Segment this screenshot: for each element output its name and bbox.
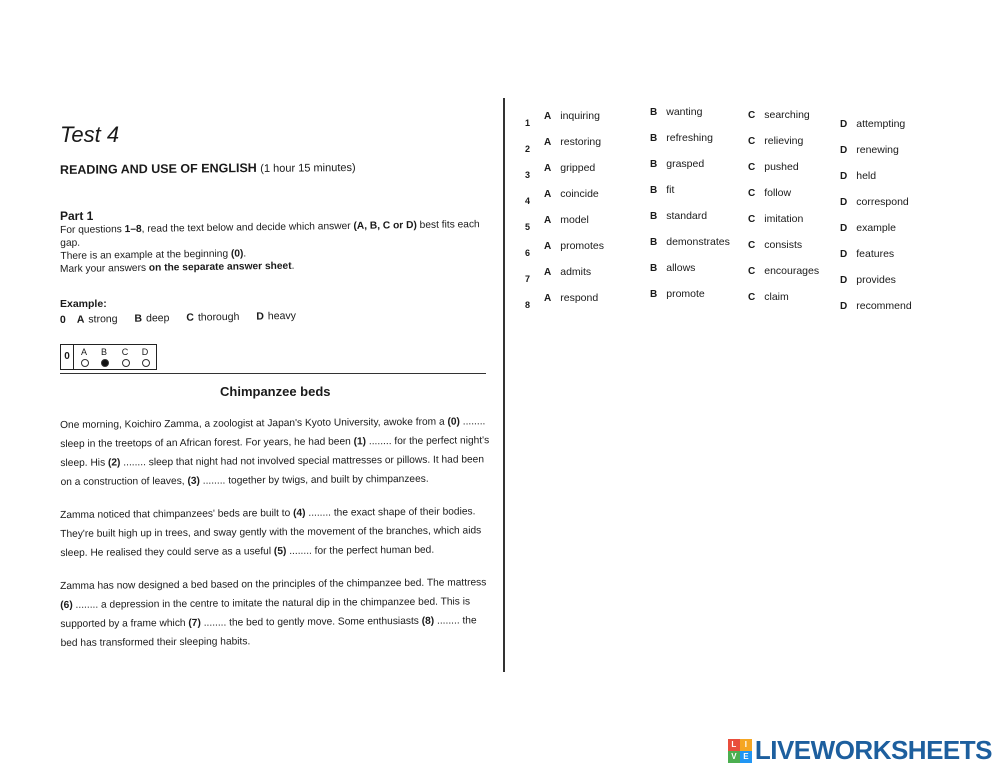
option-text: promotes <box>560 240 605 252</box>
instr-text: best fits each gap. <box>60 219 480 249</box>
option-text: correspond <box>856 196 909 208</box>
test-title: Test 4 <box>60 122 120 147</box>
instructions <box>60 218 491 263</box>
question-row <box>520 106 920 132</box>
question-number: 8 <box>525 300 531 310</box>
option-text: searching <box>764 109 810 121</box>
example-option-d: D heavy <box>256 309 297 323</box>
live-blocks-icon <box>728 739 752 763</box>
live-block-l: L <box>728 739 740 751</box>
answer-sheet-number: 0 <box>61 345 74 369</box>
option-letter: A <box>544 111 552 122</box>
option-letter: A <box>544 189 552 200</box>
option-letter: D <box>840 145 848 156</box>
option-b <box>650 262 695 274</box>
answer-sheet-letter-b: B <box>100 347 107 357</box>
gap-0: (0) <box>447 416 460 428</box>
option-letter: A <box>544 215 552 226</box>
question-row <box>520 158 920 184</box>
option-text: renewing <box>856 144 899 156</box>
option-text: imitation <box>764 213 804 225</box>
passage-title: Chimpanzee beds <box>220 384 331 399</box>
option-text: claim <box>764 291 789 303</box>
option-letter: C <box>748 136 756 147</box>
option-text: demonstrates <box>666 236 730 248</box>
option-c <box>748 109 810 121</box>
option-a <box>544 214 589 226</box>
option-a <box>544 136 601 148</box>
option-text: features <box>856 248 895 260</box>
option-letter: D <box>840 171 848 182</box>
option-text: encourages <box>764 265 820 277</box>
gap-3: (3) <box>187 475 200 487</box>
question-row <box>520 210 920 236</box>
option-letter: D <box>840 223 848 234</box>
divider-rule <box>60 373 486 374</box>
option-letter: A <box>544 267 552 278</box>
option-c <box>748 291 789 303</box>
instr-text: For questions <box>60 224 125 236</box>
instr-text: Mark your answers <box>59 262 149 275</box>
question-number: 2 <box>525 144 531 154</box>
option-text: respond <box>560 292 599 304</box>
example-label: Example: <box>60 298 107 310</box>
option-text: coincide <box>560 188 599 200</box>
option-c <box>748 187 791 199</box>
option-letter: C <box>748 240 756 251</box>
option-b <box>650 236 730 248</box>
gap-8: (8) <box>421 615 435 627</box>
option-letter: B <box>650 263 658 274</box>
option-letter: D <box>840 197 848 208</box>
answer-sheet-letter-a: A <box>80 347 87 357</box>
option-d <box>840 196 909 208</box>
instr-answer-sheet: on the separate answer sheet <box>148 260 292 274</box>
option-letter: B <box>650 107 658 118</box>
answer-sheet-letter-c: C <box>121 347 129 357</box>
question-row <box>520 132 920 158</box>
option-text: consists <box>764 239 803 251</box>
option-text: wanting <box>666 106 703 118</box>
question-row <box>520 236 920 262</box>
gap-5: (5) <box>273 546 287 558</box>
page-divider <box>503 98 505 672</box>
option-letter: B <box>650 289 658 300</box>
answer-sheet-letter-d: D <box>141 347 149 357</box>
option-c <box>748 161 799 173</box>
option-text: example <box>856 222 896 234</box>
gap-2: (2) <box>107 457 121 469</box>
option-text: model <box>560 214 589 226</box>
question-number: 1 <box>525 118 531 128</box>
example-number: 0 <box>59 313 66 326</box>
option-d <box>840 222 896 234</box>
bubble-d <box>142 359 150 367</box>
question-row <box>520 184 920 210</box>
option-letter: B <box>650 133 658 144</box>
section-title <box>60 160 356 177</box>
option-d <box>840 300 912 312</box>
example-option-a: A strong <box>76 312 118 326</box>
option-text: fit <box>666 184 675 196</box>
option-text: promote <box>666 288 705 300</box>
instr-text: There is an example at the beginning <box>60 248 231 262</box>
option-letter: C <box>748 188 756 199</box>
question-number: 5 <box>525 222 531 232</box>
option-text: grasped <box>666 158 705 170</box>
gap-7: (7) <box>188 617 201 629</box>
option-b <box>650 158 704 170</box>
live-block-v: V <box>728 751 740 763</box>
option-text: restoring <box>560 136 602 148</box>
section-title-text: READING AND USE OF ENGLISH <box>59 160 257 177</box>
option-a <box>544 188 599 200</box>
option-d <box>840 248 894 260</box>
question-number: 4 <box>525 196 531 206</box>
option-text: provides <box>856 274 896 286</box>
instr-range: 1–8 <box>124 223 142 236</box>
option-letter: C <box>748 266 756 277</box>
instr-text: . <box>243 248 247 260</box>
option-text: refreshing <box>666 132 713 144</box>
option-letter: B <box>650 159 658 170</box>
option-text: recommend <box>856 300 912 312</box>
option-letter: A <box>544 241 552 252</box>
mark-instructions <box>60 261 295 275</box>
option-letter: C <box>748 162 756 173</box>
example-answer-sheet <box>60 344 157 370</box>
instr-text: . <box>291 260 295 272</box>
option-letter: B <box>650 211 658 222</box>
option-letter: B <box>650 237 658 248</box>
option-d <box>840 144 899 156</box>
paragraph-3: Zamma has now designed a bed based on the principles of the chimpanzee bed. The mattress (6) ........ a depression in the centre to imitate the natural dip in the chimpanzee bed. This is supported by a frame which (7) ........ the bed to gently move. Some enthusiasts (8) ........ the bed has transformed their sleeping habits. <box>60 577 487 649</box>
option-text: allows <box>666 262 696 274</box>
question-number: 6 <box>525 248 531 258</box>
option-letter: A <box>544 293 552 304</box>
example-option-b: B deep <box>134 312 170 325</box>
option-c <box>748 213 803 225</box>
live-block-i: I <box>740 739 752 751</box>
option-c <box>748 135 803 147</box>
option-c <box>748 265 819 277</box>
option-letter: A <box>544 163 552 174</box>
duration: (1 hour 15 minutes) <box>260 161 356 175</box>
option-text: gripped <box>560 162 596 174</box>
liveworksheets-logo <box>728 735 992 766</box>
instr-options: (A, B, C or D) <box>353 220 417 232</box>
gap-4: (4) <box>293 507 306 519</box>
question-number: 7 <box>525 274 531 284</box>
option-letter: D <box>840 301 848 312</box>
part-heading: Part 1 <box>60 209 94 223</box>
option-letter: C <box>748 110 756 121</box>
option-text: follow <box>764 187 792 199</box>
option-c <box>748 239 802 251</box>
question-row <box>520 262 920 288</box>
option-b <box>650 210 707 222</box>
option-letter: B <box>650 185 658 196</box>
option-letter: A <box>544 137 552 148</box>
gap-6: (6) <box>60 599 73 611</box>
option-letter: D <box>840 249 848 260</box>
option-text: held <box>856 170 877 182</box>
option-a <box>544 110 600 122</box>
option-text: attempting <box>856 118 906 130</box>
option-letter: C <box>748 214 756 225</box>
instr-text: , read the text below and decide which answer <box>141 220 354 235</box>
option-letter: C <box>748 292 756 303</box>
option-a <box>544 266 591 278</box>
instr-example-ref: (0) <box>230 248 244 260</box>
example-option-c: C thorough <box>186 310 240 324</box>
question-number: 3 <box>525 170 531 180</box>
option-text: standard <box>666 210 708 222</box>
option-d <box>840 118 905 130</box>
live-block-e: E <box>740 751 752 763</box>
bubble-c <box>122 359 130 367</box>
option-text: relieving <box>764 135 804 147</box>
bubble-a <box>81 359 89 367</box>
paragraph-1: One morning, Koichiro Zamma, a zoologist at Japan's Kyoto University, awoke from a (0) ........ sleep in the treetops of an African forest. For years, he had been (1) ........ for the perfect night's sleep. His (2) ........ sleep that night had not involved special mattresses or pillows. It had been on a construction of leaves, (3) ........ together by twigs, and built by chimpanzees. <box>60 416 490 488</box>
paragraph-2: Zamma noticed that chimpanzees' beds are built to (4) ........ the exact shape of their bodies. They're built high up in trees, and sway gently with the movement of the branches, which aids sleep. He realised they could serve as a useful (5) ........ for the perfect human bed. <box>60 506 482 559</box>
option-b <box>650 106 702 118</box>
gap-1: (1) <box>353 436 367 448</box>
brand-text: LIVEWORKSHEETS <box>754 735 992 765</box>
option-letter: D <box>840 119 848 130</box>
option-b <box>650 288 705 300</box>
option-text: inquiring <box>560 110 600 122</box>
option-b <box>650 132 713 144</box>
bubble-b-filled <box>101 359 109 367</box>
option-d <box>840 274 896 286</box>
question-row <box>520 288 920 314</box>
option-b <box>650 184 674 196</box>
example-row <box>60 309 320 326</box>
option-a <box>544 240 604 252</box>
option-text: admits <box>560 266 592 278</box>
option-a <box>544 162 595 174</box>
option-text: pushed <box>764 161 799 173</box>
option-letter: D <box>840 275 848 286</box>
option-d <box>840 170 876 182</box>
option-a <box>544 292 598 304</box>
